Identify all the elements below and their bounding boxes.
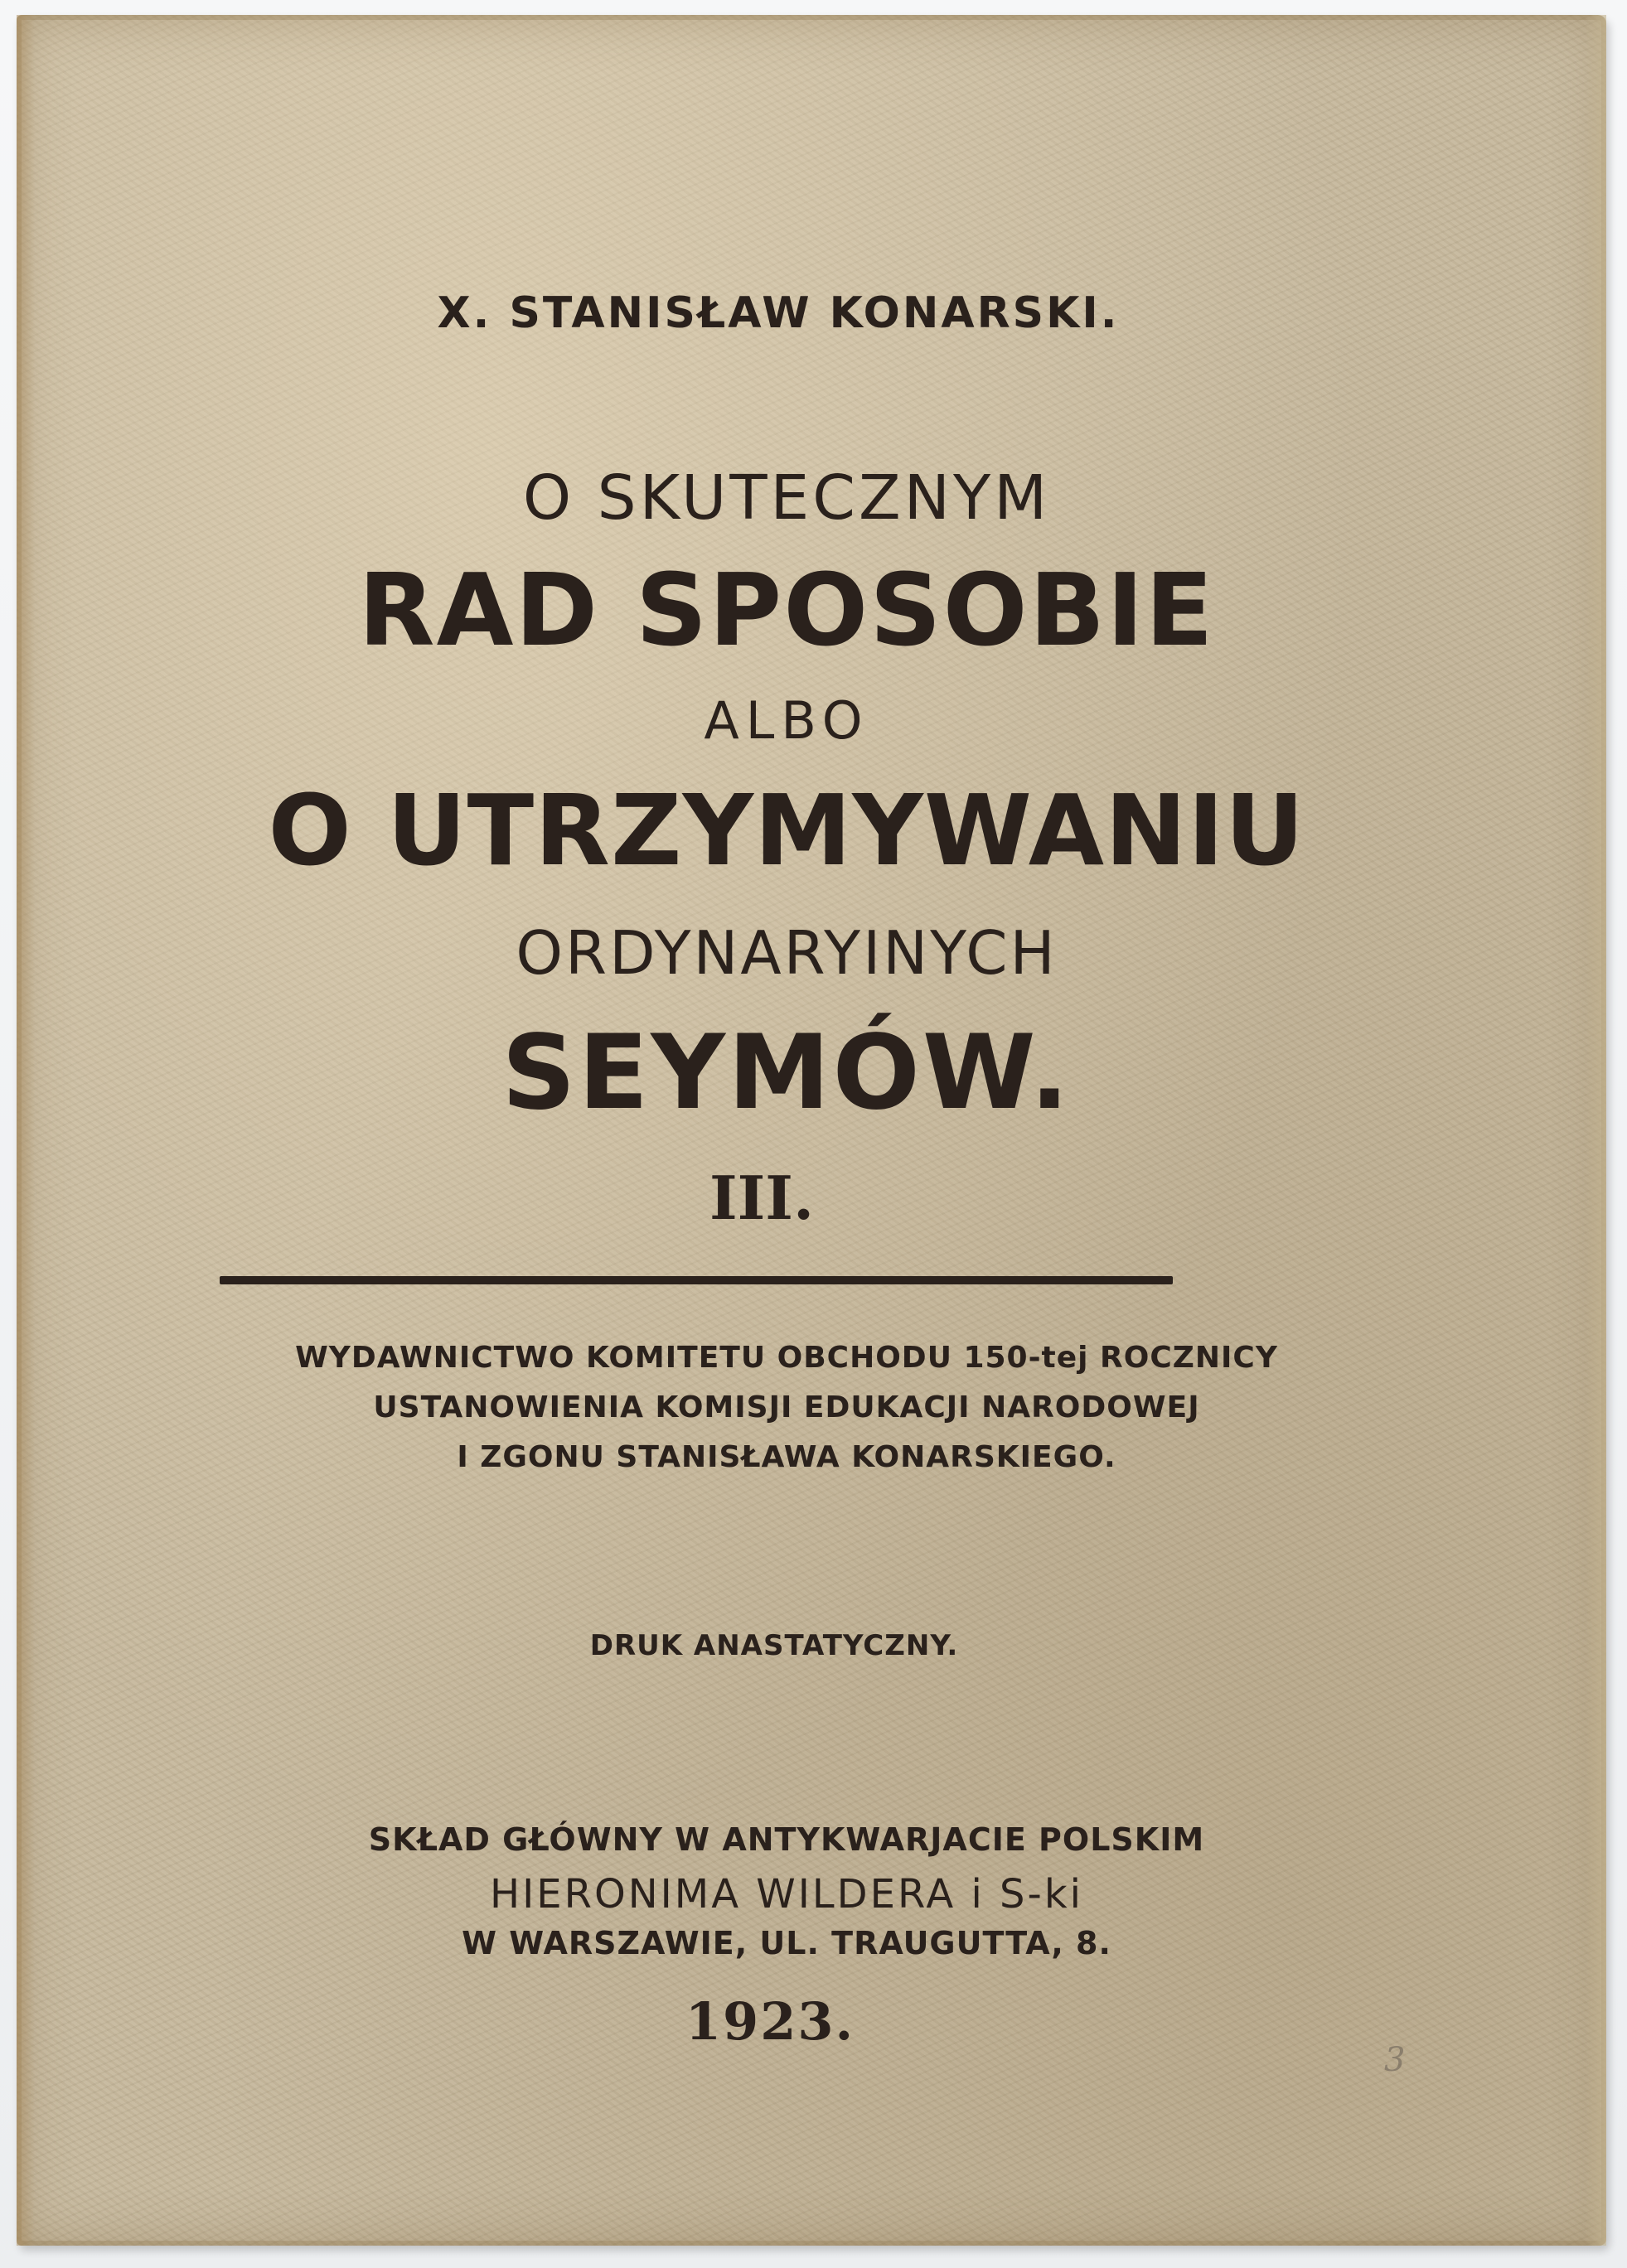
title-line-4: O UTRZYMYWANIU [268,773,1305,887]
print-note: DRUK ANASTATYCZNY. [589,1629,959,1662]
publisher-line-1: WYDAWNICTWO KOMITETU OBCHODU 150-tej ROCZNICY [295,1341,1278,1375]
publisher-line-3: I ZGONU STANISŁAWA KONARSKIEGO. [457,1440,1116,1474]
book-cover [17,15,1606,2246]
title-line-1: O SKUTECZNYM [522,462,1051,534]
distribution-line-2: HIERONIMA WILDERA i S-ki [490,1871,1083,1917]
title-line-3: ALBO [704,690,869,751]
title-line-5: ORDYNARYINYCH [516,918,1058,988]
distribution-line-3: W WARSZAWIE, UL. TRAUGUTTA, 8. [462,1925,1111,1961]
publisher-line-2: USTANOWIENIA KOMISJI EDUKACJI NARODOWEJ [373,1390,1200,1424]
author-name: X. STANISŁAW KONARSKI. [437,288,1120,338]
title-line-6: SEYMÓW. [501,1013,1072,1133]
distribution-line-1: SKŁAD GŁÓWNY W ANTYKWARJACIE POLSKIM [368,1821,1205,1858]
divider-rule [220,1276,1173,1284]
cover-right-edge [1585,15,1606,2246]
publication-year: 1923. [685,1991,855,2052]
title-line-2: RAD SPOSOBIE [358,554,1215,669]
volume-number: III. [709,1163,815,1233]
pencil-mark: 3 [1384,2041,1406,2079]
